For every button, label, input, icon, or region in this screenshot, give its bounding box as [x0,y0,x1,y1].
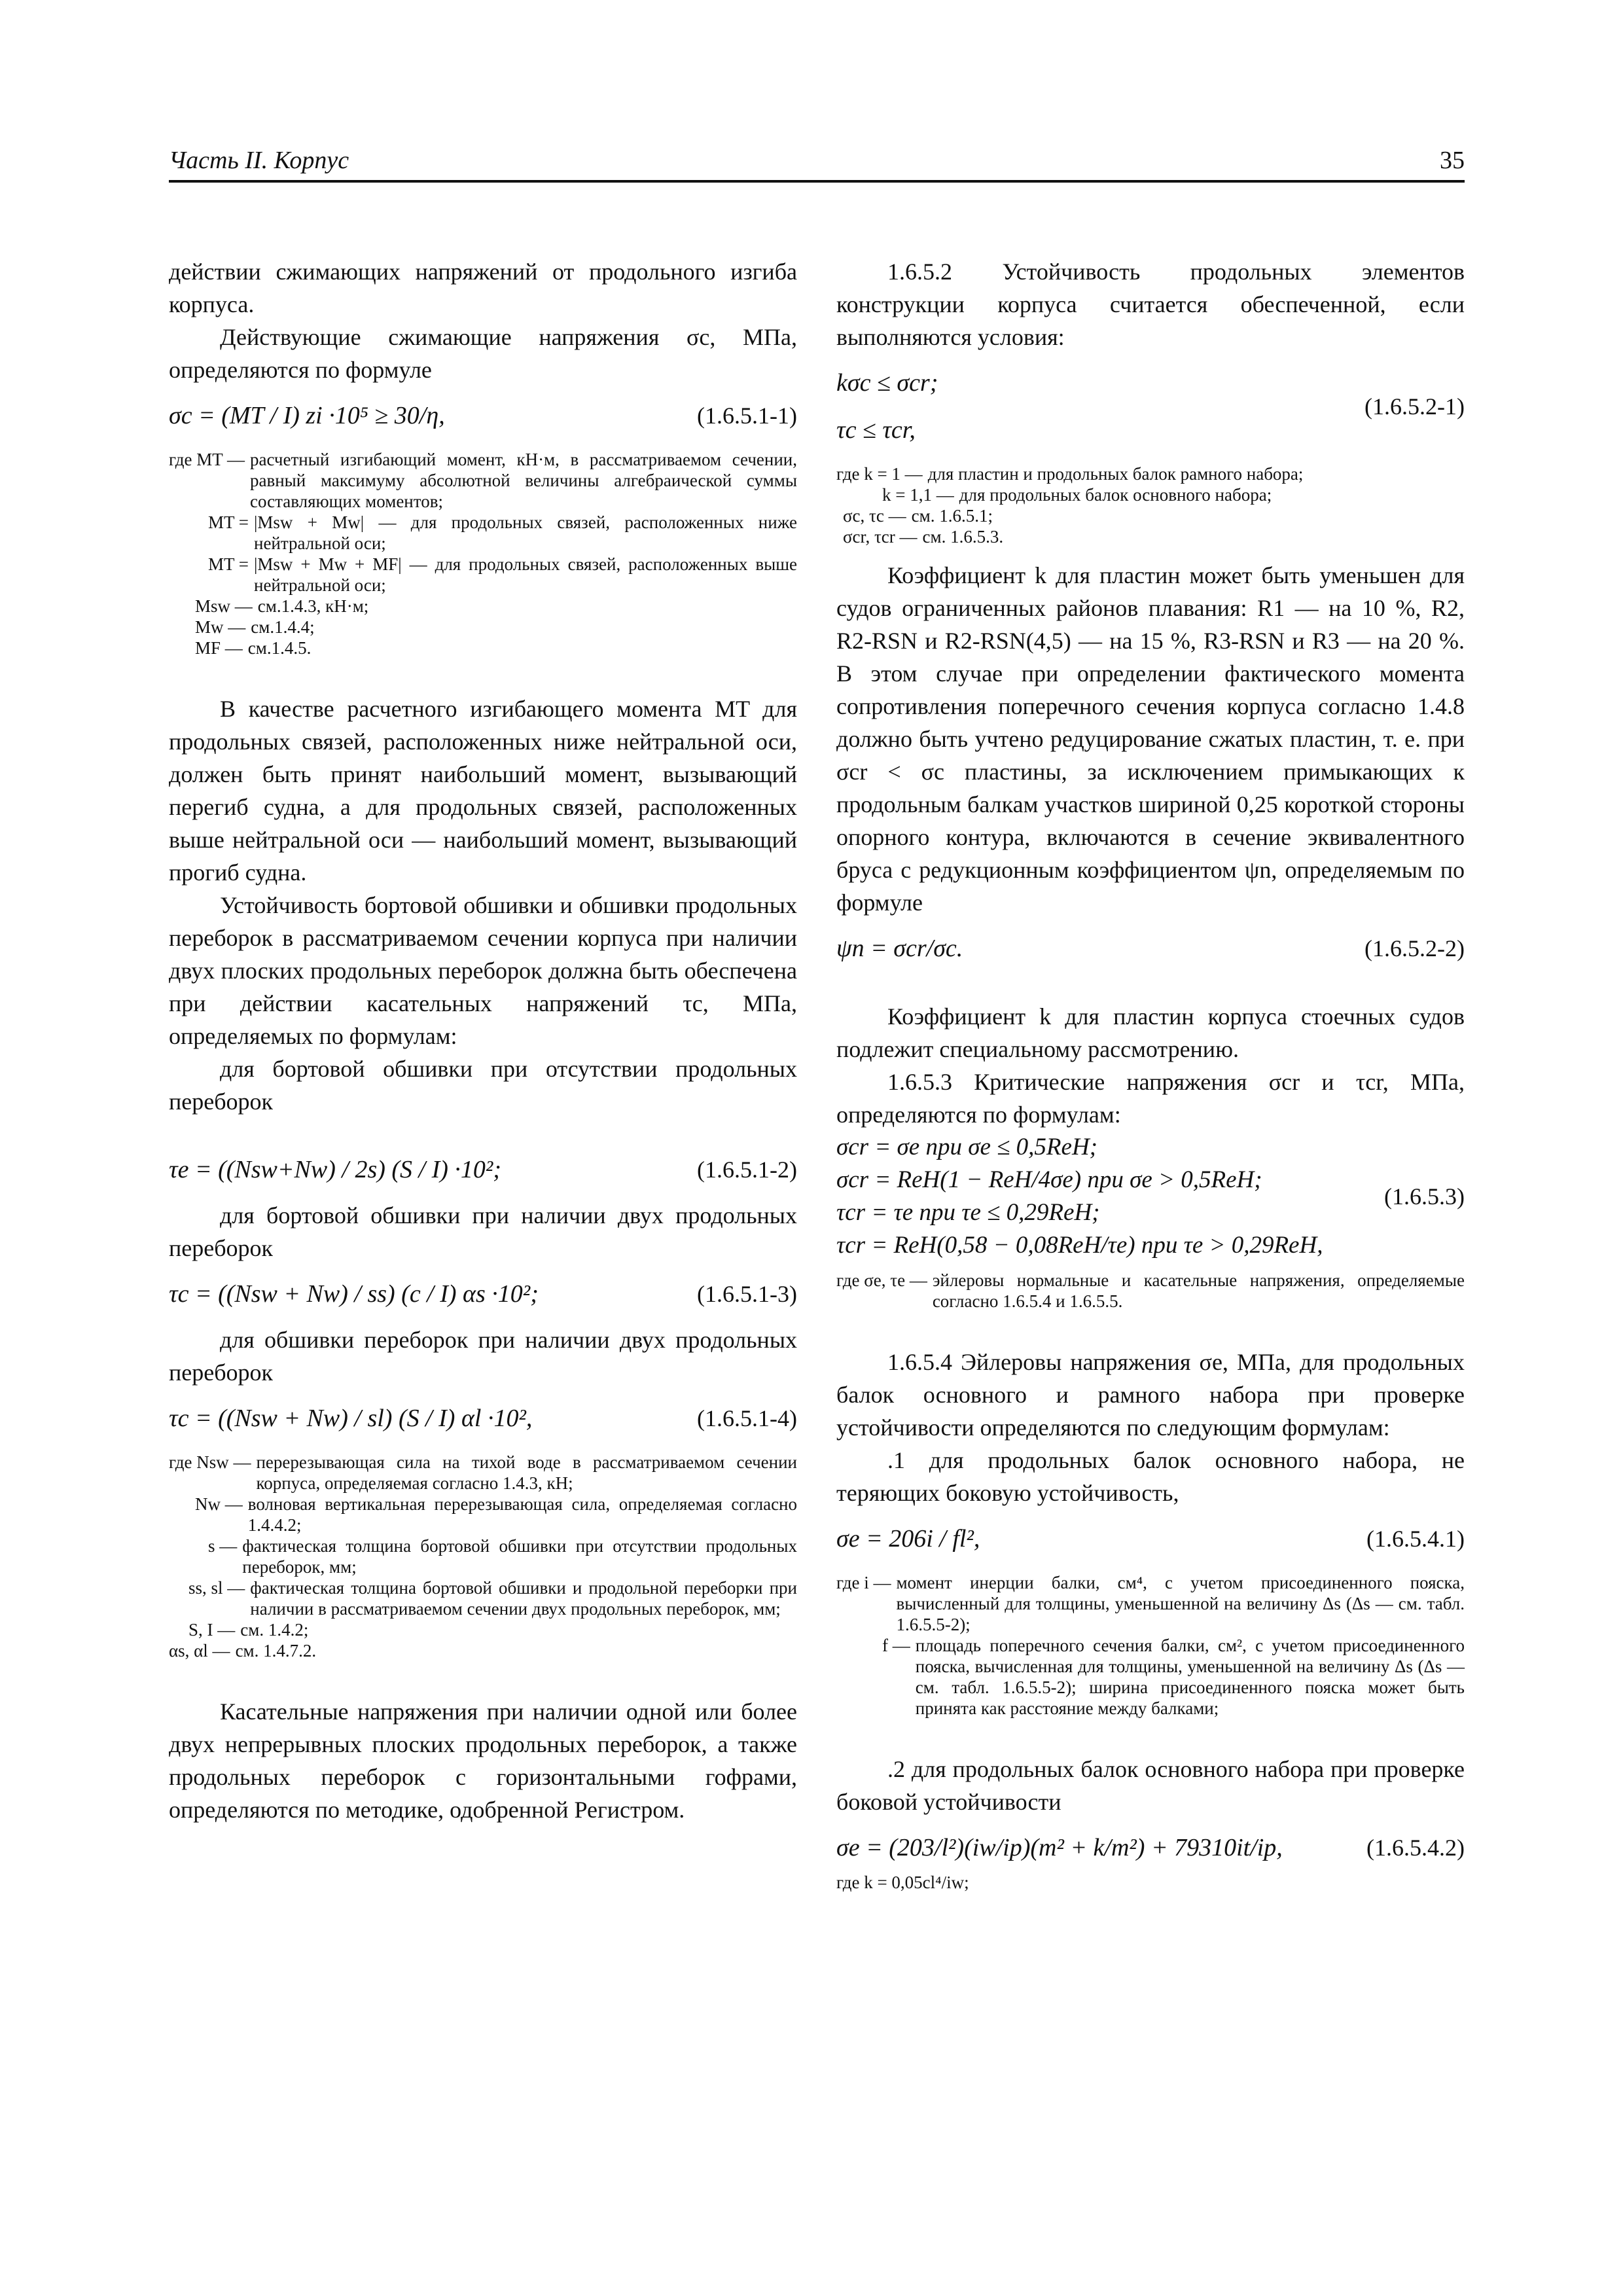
definition-term: σc, τc — [843,506,906,526]
formula-line: σcr = σe при σe ≤ 0,5ReH; [836,1134,1097,1160]
definition-row [836,526,1465,547]
definitions-list [169,1452,797,1661]
formula-number: (1.6.5.4.1) [1366,1526,1465,1552]
definition-term: Nw — [195,1494,243,1514]
running-header [169,141,1465,183]
definition-term: S, I — [188,1620,236,1640]
paragraph: .1 для продольных балок основного набора, не теряющих боковую устойчивость, [836,1447,1465,1506]
formula-expression: σe = 206i / fl², [836,1525,980,1552]
formula-line: τcr = ReH(0,58 − 0,08ReH/τe) при τe > 0,29ReH, [836,1232,1323,1259]
formula-1-6-5-1-3 [169,1268,797,1319]
definition-row [169,554,797,596]
definition-term: ss, sl — [188,1578,245,1598]
formula-1-6-5-4-1 [836,1513,1465,1564]
formula-number: (1.6.5.4.2) [1366,1835,1465,1861]
paragraph: Коэффициент k для пластин может быть уменьшен для судов ограниченных районов плавания: R1 — на 10 %, R2, R2-RSN и R2-RSN(4,5) — на 15 %, R3-RSN и R3 — на 20 %. В этом случае при определении фактического момента сопротивления поперечного сечения корпуса согласно 1.4.8 должно быть учтено редуцирование сжатых пластин, т. е. при σcr < σc пластины, за исключением примыкающих к продольным балкам участков шириной 0,25 короткой стороны опорного контура, включаются в сечение эквивалентного бруса с редукционным коэффициентом ψn, определяемым по формуле [836,562,1465,916]
definition-text: см.1.4.4; [251,617,315,637]
definition-row [836,484,1465,505]
paragraph: для бортовой обшивки при наличии двух продольных переборок [169,1202,797,1261]
definition-row [836,505,1465,526]
section-1-6-5-3: 1.6.5.3 Критические напряжения σcr и τcr, МПа, определяются по формулам: [836,1069,1465,1128]
paragraph: .2 для продольных балок основного набора при проверке боковой устойчивости [836,1756,1465,1815]
formula-number: (1.6.5.1-1) [697,403,797,429]
definitions-list [169,449,797,658]
definition-term: Mw — [195,617,246,637]
definition-row [169,512,797,554]
definition-term: αs, αl — [169,1641,230,1660]
section-1-6-5-2: 1.6.5.2 Устойчивость продольных элементов конструкции корпуса считается обеспеченной, если выполняются условия: [836,259,1465,350]
definition-text: фактическая толщина бортовой обшивки и продольной переборки при наличии в рассматриваемом сечении двух продольных переборок, мм; [250,1578,797,1619]
definition-text: см. 1.4.2; [240,1620,309,1640]
definition-row [169,1452,797,1494]
paragraph: действии сжимающих напряжений от продольного изгиба корпуса. [169,259,797,317]
page-number: 35 [1440,147,1465,174]
definition-row [169,1619,797,1640]
definition-text: см.1.4.3, кН·м; [257,596,369,616]
definition-row [169,1577,797,1619]
paragraph: для обшивки переборок при наличии двух продольных переборок [169,1327,797,1386]
formula-1-6-5-1-2 [169,1144,797,1195]
right-column [836,255,1465,1905]
left-column [169,255,797,1826]
formula-number: (1.6.5.1-4) [697,1405,797,1431]
header-title: Часть II. Корпус [169,147,349,174]
definition-text: перерезывающая сила на тихой воде в рассматриваемом сечении корпуса, определяемая согласно 1.4.3, кН; [256,1452,797,1493]
paragraph: Действующие сжимающие напряжения σc, МПа, определяются по формуле [169,324,797,383]
formula-number: (1.6.5.1-2) [697,1157,797,1183]
definition-row [169,617,797,637]
definition-row [169,596,797,617]
formula-expression: τc ≤ τcr, [836,416,916,444]
definition-row [836,1572,1465,1635]
formula-number: (1.6.5.3) [1384,1183,1465,1210]
definition-term: f — [882,1636,910,1655]
definition-term: где σe, τe — [836,1270,927,1290]
definition-term: MF — [195,638,243,658]
definitions-list [836,463,1465,547]
definition-text: эйлеровы нормальные и касательные напряжения, определяемые согласно 1.6.5.4 и 1.6.5.5. [932,1270,1465,1311]
definition-text: волновая вертикальная перерезывающая сила, определяемая согласно 1.4.4.2; [247,1494,797,1535]
definition-text: |Msw + Mw| — для продольных связей, расположенных ниже нейтральной оси; [254,512,797,553]
definition-term: где Nsw — [169,1452,251,1472]
definition-term: s — [208,1536,238,1556]
paragraph: В качестве расчетного изгибающего момента MT для продольных связей, расположенных ниже нейтральной оси, должен быть принят наибольший момент, вызывающий перегиб судна, а для продольных связей, расположенных выше нейтральной оси — наибольший момент, вызывающий прогиб судна. [169,696,797,886]
definition-text: для пластин и продольных балок рамного набора; [927,464,1304,484]
paragraph: Коэффициент k для пластин корпуса стоечных судов подлежит специальному рассмотрению. [836,1003,1465,1062]
definition-term: MT = [208,554,249,574]
definition-text: см. 1.4.7.2. [235,1641,317,1660]
definition-row [169,449,797,512]
formula-1-6-5-2-2 [836,923,1465,974]
definition-text: фактическая толщина бортовой обшивки при отсутствии продольных переборок, мм; [242,1536,797,1577]
definition-text: для продольных балок основного набора; [959,485,1272,505]
definition-term: где i — [836,1573,891,1592]
definition-term: σcr, τcr — [843,527,918,547]
formula-number: (1.6.5.1-3) [697,1281,797,1307]
paragraph: Устойчивость бортовой обшивки и обшивки продольных переборок в рассматриваемом сечении корпуса при наличии двух плоских продольных переборок должна быть обеспечена при действии касательных напряжений τc, МПа, определяемых по формулам: [169,892,797,1049]
definitions-list [836,1572,1465,1719]
definition-text: расчетный изгибающий момент, кН·м, в рассматриваемом сечении, равный максимуму абсолютной величины алгебраической суммы составляющих моментов; [249,450,797,511]
definition-text: |Msw + Mw + MF| — для продольных связей, расположенных выше нейтральной оси; [254,554,797,595]
definition-term: где k = 1 — [836,464,923,484]
definition-text: площадь поперечного сечения балки, см², с учетом присоединенного пояска, вычисленная для толщины, уменьшенной на величину Δs (Δs — см. табл. 1.6.5.5-2); ширина присоединенного пояска может быть принята как расстояние между балками; [915,1636,1465,1718]
definition-row [836,463,1465,484]
formula-line: σcr = ReH(1 − ReH/4σe) при σe > 0,5ReH; [836,1166,1262,1193]
formula-expression: σc = (MT / I) zi ·10⁵ ≥ 30/η, [169,402,445,429]
formula-number: (1.6.5.2-1) [1364,393,1465,420]
formula-expression: ψn = σcr/σc. [836,935,963,962]
definition-row [169,1640,797,1661]
formula-expression: τc = ((Nsw + Nw) / sl) (S / I) αl ·10², [169,1405,533,1432]
definition-text: см.1.4.5. [247,638,312,658]
formula-1-6-5-3 [836,1131,1465,1262]
definition-row [836,1270,1465,1312]
definition-text: момент инерции балки, см⁴, с учетом присоединенного пояска, вычисленный для толщины, уменьшенной на величину Δs (Δs — см. табл. 1.6.5.5-2); [896,1573,1465,1634]
formula-expression: σe = (203/l²)(iw/ip)(m² + k/m²) + 79310it/ip, [836,1834,1283,1861]
formula-1-6-5-4-2 [836,1822,1465,1873]
formula-expression: kσc ≤ σcr; [836,369,938,397]
formula-expression: τe = ((Nsw+Nw) / 2s) (S / I) ·10²; [169,1156,501,1183]
paragraph: для бортовой обшивки при отсутствии продольных переборок [169,1056,797,1115]
formula-1-6-5-2-1 [836,357,1465,456]
paragraph: Касательные напряжения при наличии одной или более двух непрерывных плоских продольных переборок, а также продольных переборок с горизонтальными гофрами, определяются по методике, одобренной Регистром. [169,1698,797,1823]
definition-term: MT = [208,512,249,532]
formula-where: где k = 0,05cl⁴/iw; [836,1873,969,1892]
definition-row [169,1535,797,1577]
definition-row [169,637,797,658]
definitions-list [836,1270,1465,1312]
definition-term: где MT — [169,450,245,469]
formula-line: τcr = τe при τe ≤ 0,29ReH; [836,1199,1100,1226]
definition-text: см. 1.6.5.1; [911,506,993,526]
section-1-6-5-4: 1.6.5.4 Эйлеровы напряжения σe, МПа, для продольных балок основного и рамного набора при проверке устойчивости определяются по следующим формулам: [836,1349,1465,1441]
definition-text: см. 1.6.5.3. [922,527,1004,547]
definition-term: Msw — [195,596,253,616]
definition-term: k = 1,1 — [882,485,954,505]
definition-row [169,1494,797,1535]
formula-1-6-5-1-1 [169,390,797,441]
formula-number: (1.6.5.2-2) [1364,935,1465,961]
definition-row [836,1635,1465,1719]
formula-expression: τc = ((Nsw + Nw) / ss) (c / I) αs ·10²; [169,1280,539,1308]
formula-1-6-5-1-4 [169,1393,797,1444]
